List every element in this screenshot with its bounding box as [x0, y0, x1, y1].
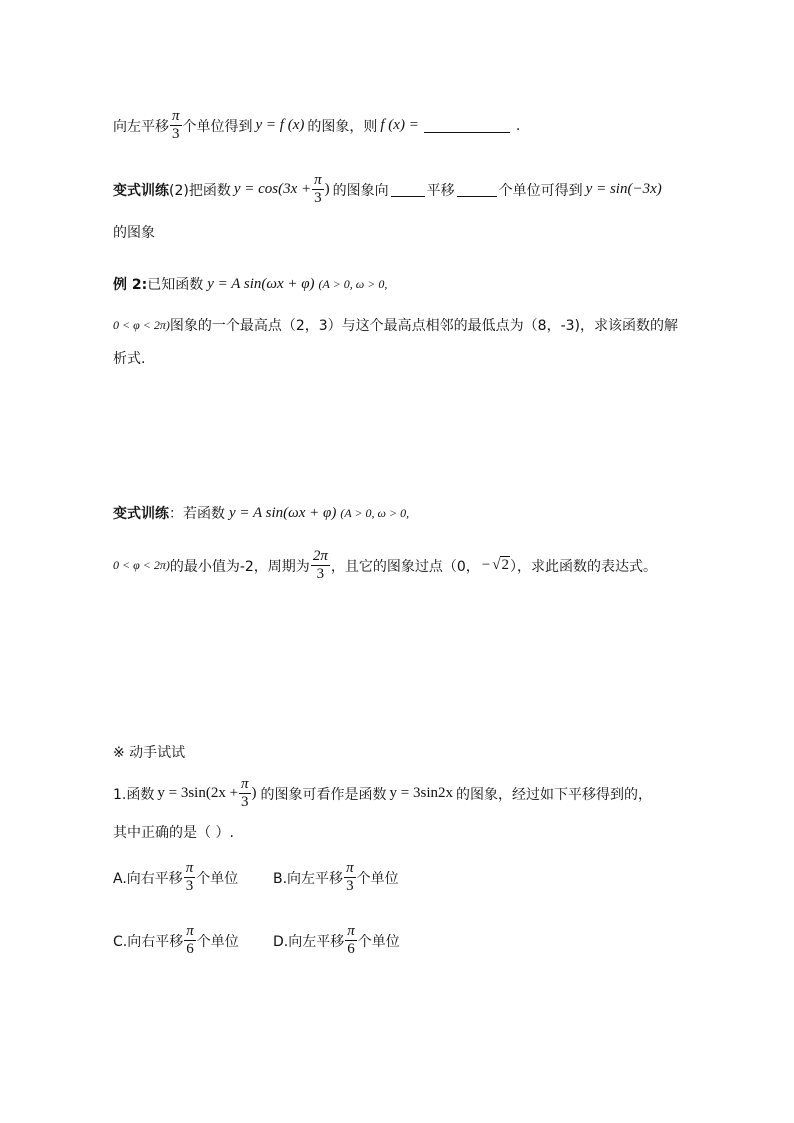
math-expression: y = A sin(ωx + φ)	[229, 504, 337, 521]
text: 已知函数	[147, 277, 204, 293]
text: ），求此函数的表达式。	[509, 558, 657, 575]
text: 的图象可看作是函数	[260, 786, 387, 803]
shift-left-question: 向左平移 $\frac{\pi}{3}$ 个单位得到 y = f (x) 的图象，则 f (x) = .	[113, 108, 521, 142]
math-expression: y = cos(3x +	[233, 181, 312, 197]
math-expression: y = f (x)	[255, 117, 305, 133]
condition: 0 < φ < 2π)	[113, 558, 170, 572]
example-label: 例 2:	[113, 277, 148, 293]
text: 的图象向	[332, 182, 389, 199]
question-1-wrap	[113, 822, 234, 842]
math-expression: y = 3sin2x	[389, 785, 454, 801]
answer-blank[interactable]	[424, 118, 510, 133]
option-c[interactable]: C.向右平移 $\frac{\pi}{6}$ 个单位	[113, 923, 239, 957]
math-expression: y = sin(−3x)	[585, 181, 662, 197]
direction-blank[interactable]	[391, 182, 425, 197]
variant-training-b-line2: 0 < φ < 2π) 的最小值为-2，周期为 $\frac{2\pi}{3}$ ，且它的图象过点（0， − √2 ），求此函数的表达式。	[113, 548, 657, 582]
fraction: $\frac{\pi}{3}$	[346, 860, 354, 894]
fraction-2pi-over-3: $\frac{2\pi}{3}$	[312, 548, 328, 582]
text: ，且它的图象过点（0，	[330, 558, 480, 575]
math-expression: y = 3sin(2x +	[157, 785, 239, 801]
options-row-2	[113, 923, 400, 958]
condition: 0 < φ < 2π)	[113, 317, 170, 332]
fraction-pi-over-3: $\frac{\pi}{3}$	[314, 172, 322, 206]
text: 的图象，经过如下平移得到的，	[456, 786, 653, 803]
option-d[interactable]: D.向左平移 $\frac{\pi}{6}$ 个单位	[273, 923, 400, 957]
variant-training-2-wrap	[113, 222, 155, 242]
text: 析式.	[113, 351, 146, 367]
text: 平移	[426, 182, 455, 199]
fraction-pi-over-3: $\frac{\pi}{3}$	[241, 776, 249, 810]
variant-label: 变式训练	[113, 182, 169, 199]
text: ：若函数	[169, 506, 225, 522]
amount-blank[interactable]	[457, 182, 497, 197]
example-2-wrap	[113, 348, 145, 368]
text: 个单位可得到	[498, 182, 583, 199]
options-row-1	[113, 860, 399, 895]
fraction: $\frac{\pi}{6}$	[186, 923, 194, 957]
option-a[interactable]: A.向右平移 $\frac{\pi}{3}$ 个单位	[113, 860, 239, 894]
example-2-line2	[113, 315, 678, 335]
section-heading: ※ 动手试试	[113, 745, 186, 761]
text: 向左平移	[113, 118, 169, 135]
variant-training-2: 变式训练 (2)把函数 y = cos(3x + $\frac{\pi}{3}$ ) 的图象向 平移 个单位可得到 y = sin(−3x)	[113, 172, 662, 206]
fraction: $\frac{\pi}{6}$	[347, 923, 355, 957]
sqrt-2: √2	[492, 557, 509, 573]
practice-heading	[113, 742, 185, 762]
text: 的图象	[113, 225, 155, 241]
condition: (A > 0, ω > 0,	[318, 276, 388, 291]
text: 的图象，则	[307, 118, 378, 135]
math-expression: y = A sin(ωx + φ)	[207, 275, 315, 292]
text: 1.函数	[113, 786, 155, 803]
condition: (A > 0, ω > 0,	[340, 505, 410, 520]
text: 个单位得到	[182, 118, 253, 135]
option-b[interactable]: B.向左平移 $\frac{\pi}{3}$ 个单位	[273, 860, 399, 894]
text: 的最小值为-2，周期为	[169, 558, 310, 575]
math-expression: f (x) =	[380, 117, 419, 133]
text: 图象的一个最高点（2，3）与这个最高点相邻的最低点为（8，-3)，求该函数的解	[169, 318, 678, 334]
text: 其中正确的是（ ）.	[113, 825, 234, 841]
fraction: $\frac{\pi}{3}$	[185, 860, 194, 894]
question-1: 1.函数 y = 3sin(2x + $\frac{\pi}{3}$ ) 的图象可看作是函数 y = 3sin2x 的图象，经过如下平移得到的，	[113, 776, 653, 810]
fraction-pi-over-3: $\frac{\pi}{3}$	[172, 108, 180, 142]
text: (2)把函数	[169, 182, 231, 199]
example-2	[113, 274, 387, 294]
variant-label: 变式训练	[113, 506, 169, 522]
variant-training-b	[113, 503, 409, 523]
